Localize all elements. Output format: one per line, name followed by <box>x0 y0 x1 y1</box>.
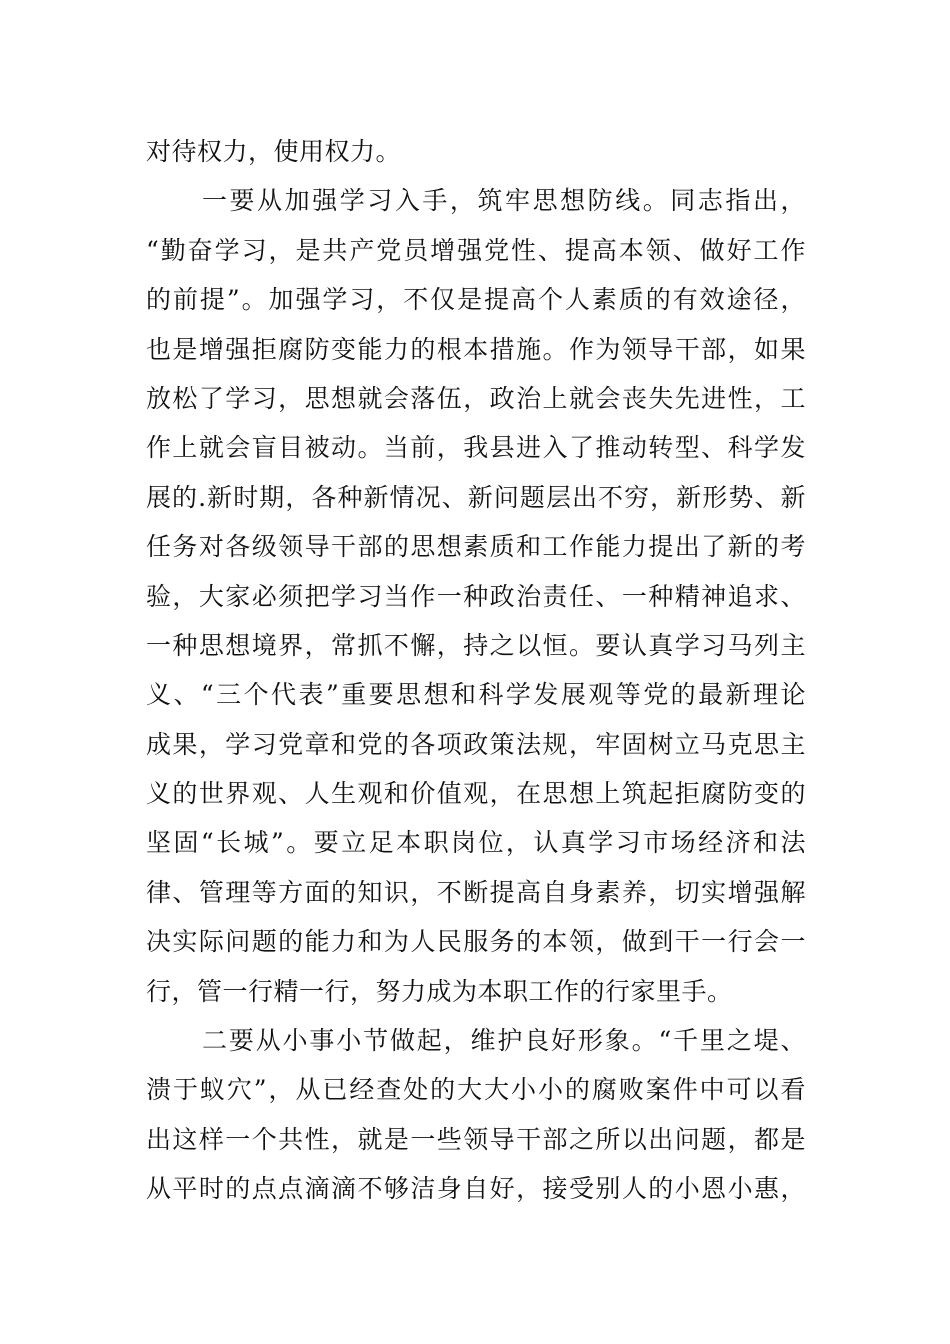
text-line: 作上就会盲目被动。当前，我县进入了推动转型、科学发 <box>146 433 806 463</box>
text-line: 从平时的点点滴滴不够洁身自好，接受别人的小恩小惠， <box>146 1174 806 1204</box>
text-line: 验，大家必须把学习当作一种政治责任、一种精神追求、 <box>146 581 806 611</box>
paragraph-1-last-line: 行，管一行精一行，努力成为本职工作的行家里手。 <box>146 976 733 1006</box>
text-line: 一种思想境界，常抓不懈，持之以恒。要认真学习马列主 <box>146 630 806 660</box>
text-line: 律、管理等方面的知识，不断提高自身素养，切实增强解 <box>146 877 806 907</box>
paragraph-2-first-line: 二要从小事小节做起，维护良好形象。“千里之堤、 <box>202 1026 806 1056</box>
text-line: 溃于蚁穴”，从已经查处的大大小小的腐败案件中可以看 <box>146 1075 806 1105</box>
text-line: 坚固“长城”。要立足本职岗位，认真学习市场经济和法 <box>146 828 806 858</box>
body-text <box>146 127 806 1214</box>
paragraph-1-first-line: 一要从加强学习入手，筑牢思想防线。同志指出， <box>202 186 806 216</box>
text-line: 放松了学习，思想就会落伍，政治上就会丧失先进性，工 <box>146 383 806 413</box>
text-line: 对待权力，使用权力。 <box>146 137 402 166</box>
text-line: 的前提”。加强学习，不仅是提高个人素质的有效途径， <box>146 285 806 315</box>
text-line: 任务对各级领导干部的思想素质和工作能力提出了新的考 <box>146 532 806 562</box>
text-line: 也是增强拒腐防变能力的根本措施。作为领导干部，如果 <box>146 334 806 364</box>
text-line: 出这样一个共性，就是一些领导干部之所以出问题，都是 <box>146 1124 806 1154</box>
text-line: 决实际问题的能力和为人民服务的本领，做到干一行会一 <box>146 927 806 957</box>
text-line: 义的世界观、人生观和价值观，在思想上筑起拒腐防变的 <box>146 779 806 809</box>
text-line: 展的.新时期，各种新情况、新问题层出不穷，新形势、新 <box>146 482 806 512</box>
text-line: 成果，学习党章和党的各项政策法规，牢固树立马克思主 <box>146 729 806 759</box>
text-line: 义、“三个代表”重要思想和科学发展观等党的最新理论 <box>146 680 806 710</box>
text-line: “勤奋学习，是共产党员增强党性、提高本领、做好工作 <box>146 235 806 265</box>
